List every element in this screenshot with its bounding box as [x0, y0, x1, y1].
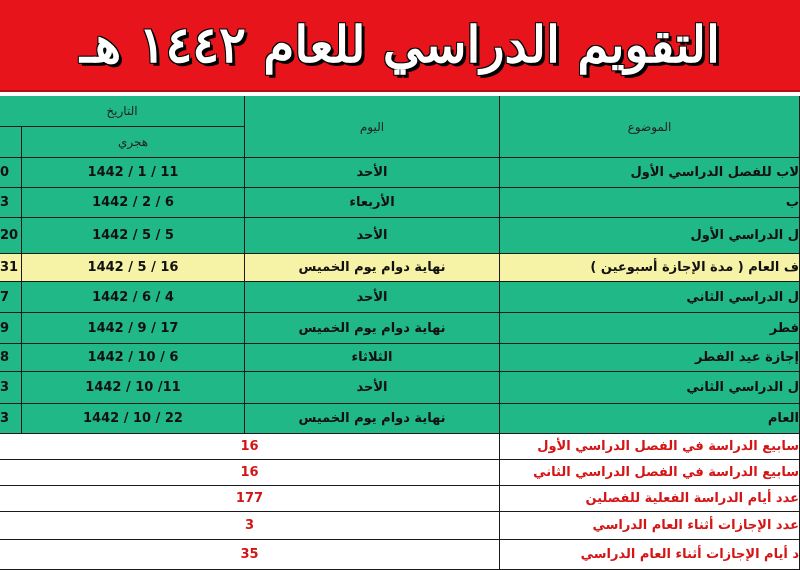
summary-label: عدد أيام الدراسة الفعلية للفصلين: [500, 486, 800, 512]
summary-value: 16: [0, 434, 500, 460]
cell-topic: لاب للفصل الدراسي الأول: [500, 158, 800, 188]
cell-hijri: 1442 / 5 / 16: [22, 254, 245, 282]
summary-label: سابيع الدراسة في الفصل الدراسي الثاني: [500, 460, 800, 486]
cell-day: الأربعاء: [245, 188, 500, 218]
summary-value: 16: [0, 460, 500, 486]
cell-gregorian: 3: [0, 188, 22, 218]
cell-day: نهاية دوام يوم الخميس: [245, 404, 500, 434]
cell-topic: ف العام ( مدة الإجازة أسبوعين ): [500, 254, 800, 282]
summary-label: سابيع الدراسة في الفصل الدراسي الأول: [500, 434, 800, 460]
cell-hijri: 1442 / 9 / 17: [22, 313, 245, 344]
cell-gregorian: 9: [0, 313, 22, 344]
header-hijri: هجري: [22, 127, 245, 158]
header-topic: الموضوع: [500, 96, 800, 158]
page-title: التقويم الدراسي للعام ١٤٤٢ هـ: [80, 15, 720, 74]
cell-hijri: 1442 / 1 / 11: [22, 158, 245, 188]
cell-topic: العام: [500, 404, 800, 434]
cell-gregorian: 0: [0, 158, 22, 188]
header-day: اليوم: [245, 96, 500, 158]
cell-hijri: 1442 / 6 / 4: [22, 282, 245, 313]
cell-gregorian: 3: [0, 404, 22, 434]
summary-value: 3: [0, 512, 500, 540]
cell-day: الأحد: [245, 372, 500, 404]
header-date-group: التاريخ: [0, 96, 245, 127]
cell-day: الأحد: [245, 282, 500, 313]
cell-day: نهاية دوام يوم الخميس: [245, 254, 500, 282]
cell-topic: ب: [500, 188, 800, 218]
summary-value: 177: [0, 486, 500, 512]
cell-gregorian: 7: [0, 282, 22, 313]
cell-hijri: 1442 / 5 / 5: [22, 218, 245, 254]
summary-label: د أيام الإجازات أثناء العام الدراسي: [500, 540, 800, 570]
cell-gregorian: 3: [0, 372, 22, 404]
cell-gregorian: 31: [0, 254, 22, 282]
cell-gregorian: 20: [0, 218, 22, 254]
cell-hijri: 1442 / 10 / 22: [22, 404, 245, 434]
cell-day: الثلاثاء: [245, 344, 500, 372]
cell-day: الأحد: [245, 218, 500, 254]
cell-day: الأحد: [245, 158, 500, 188]
cell-topic: ل الدراسي الثاني: [500, 282, 800, 313]
cell-topic: إجازة عيد الفطر: [500, 344, 800, 372]
header-gregorian: [0, 127, 22, 158]
cell-hijri: 1442 / 10 /11: [22, 372, 245, 404]
cell-topic: ل الدراسي الأول: [500, 218, 800, 254]
cell-day: نهاية دوام يوم الخميس: [245, 313, 500, 344]
cell-hijri: 1442 / 10 / 6: [22, 344, 245, 372]
cell-topic: ل الدراسي الثاني: [500, 372, 800, 404]
title-banner: [0, 0, 800, 92]
summary-label: عدد الإجازات أثناء العام الدراسي: [500, 512, 800, 540]
cell-gregorian: 8: [0, 344, 22, 372]
cell-hijri: 1442 / 2 / 6: [22, 188, 245, 218]
summary-value: 35: [0, 540, 500, 570]
cell-topic: فطر: [500, 313, 800, 344]
